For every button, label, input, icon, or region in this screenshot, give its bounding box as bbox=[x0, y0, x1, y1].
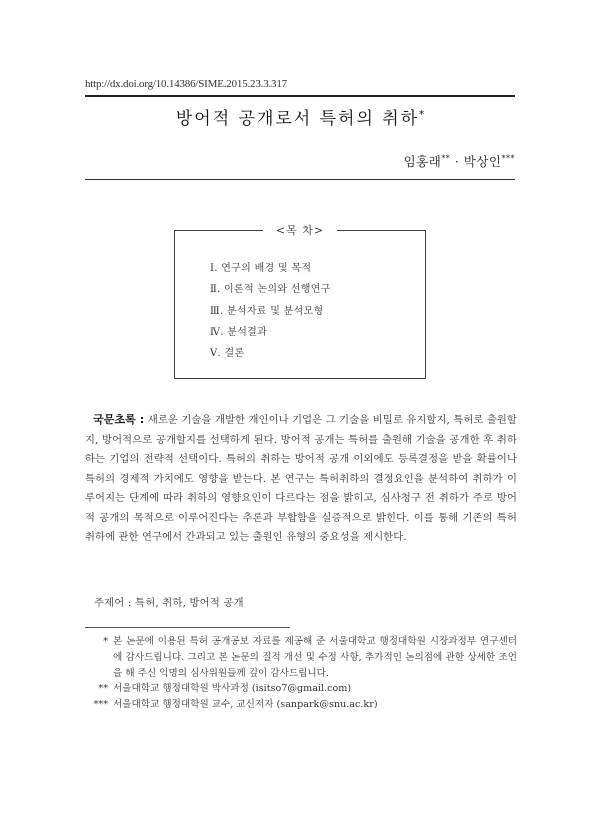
toc-item: Ⅲ. 분석자료 및 분석모형 bbox=[210, 305, 324, 317]
author-separator: · bbox=[450, 154, 464, 169]
abstract-text: 새로운 기술을 개발한 개인이나 기업은 그 기술을 비밀로 유지할지, 특허로 출원할지, 방어적으로 공개할지를 선택하게 된다. 방어적 공개는 특허를 출원해 기술을 공개한 후 취하하는 기업의 전략적 선택이다. 특허의 취하는 방어적 공개 이외에도 등록결정을 받을 확률이나 특허의 경제적 가치에도 영향을 받는다. 본 연구는 특허취하의 결정요인을 분석하여 취하가 이루어지는 단계에 따라 취하의 영향요인이 다르다는 점을 밝히고, 심사청구 전 취하가 주로 방어적 공개의 목적으로 이루어진다는 추론과 부합함을 실증적으로 밝힌다. 이를 통해 기존의 특허취하에 관한 연구에서 간과되고 있는 출원인 유형의 중요성을 제시한다. bbox=[85, 414, 517, 543]
footnotes bbox=[85, 634, 517, 713]
footnote bbox=[85, 681, 517, 697]
author-second: 박상인 bbox=[463, 154, 502, 169]
header-rule bbox=[85, 95, 515, 97]
footnote-text: 본 논문에 이용된 특허 공개공보 자료를 제공해 준 서울대학교 행정대학원 시장과정부 연구센터에 감사드립니다. 그리고 본 논문의 질적 개선 및 수정 사항, 추가적인 논의점에 관한 상세한 조언을 해 주신 익명의 심사위원들께 깊이 감사드립니다. bbox=[113, 636, 517, 679]
toc-item: Ⅳ. 분석결과 bbox=[210, 326, 268, 338]
footnote-rule bbox=[85, 627, 290, 628]
toc-list bbox=[210, 262, 331, 368]
author-second-mark: *** bbox=[501, 153, 515, 163]
toc-item: Ⅴ. 결론 bbox=[210, 348, 245, 360]
doi-link[interactable]: http://dx.doi.org/10.14386/SIME.2015.23.3.317 bbox=[85, 78, 287, 90]
title-footnote-mark: * bbox=[419, 109, 425, 121]
author-first-mark: ** bbox=[441, 153, 451, 163]
toc-heading: <목 차> bbox=[263, 222, 337, 238]
keywords: 주제어 : 특허, 취하, 방어적 공개 bbox=[94, 597, 244, 609]
footnote-mark: ** bbox=[98, 683, 108, 695]
abstract bbox=[85, 410, 517, 548]
footnote bbox=[85, 634, 517, 681]
footnote-text: 서울대학교 행정대학원 박사과정 (isitso7@gmail.com) bbox=[113, 683, 352, 695]
toc-item: Ⅰ. 연구의 배경 및 목적 bbox=[210, 263, 312, 274]
toc-item: Ⅱ. 이론적 논의와 선행연구 bbox=[210, 284, 331, 296]
author-line bbox=[404, 152, 515, 170]
title-text: 방어적 공개로서 특허의 취하 bbox=[175, 109, 420, 129]
footnote-mark: *** bbox=[93, 699, 108, 711]
footnote-mark: * bbox=[103, 636, 108, 647]
paper-title bbox=[85, 104, 515, 129]
footnote-text: 서울대학교 행정대학원 교수, 교신저자 (sanpark@snu.ac.kr) bbox=[113, 699, 378, 711]
author-rule bbox=[85, 179, 515, 180]
footnote bbox=[85, 697, 517, 713]
author-first: 임홍래 bbox=[403, 154, 442, 169]
abstract-label: 국문초록 : bbox=[93, 413, 145, 426]
